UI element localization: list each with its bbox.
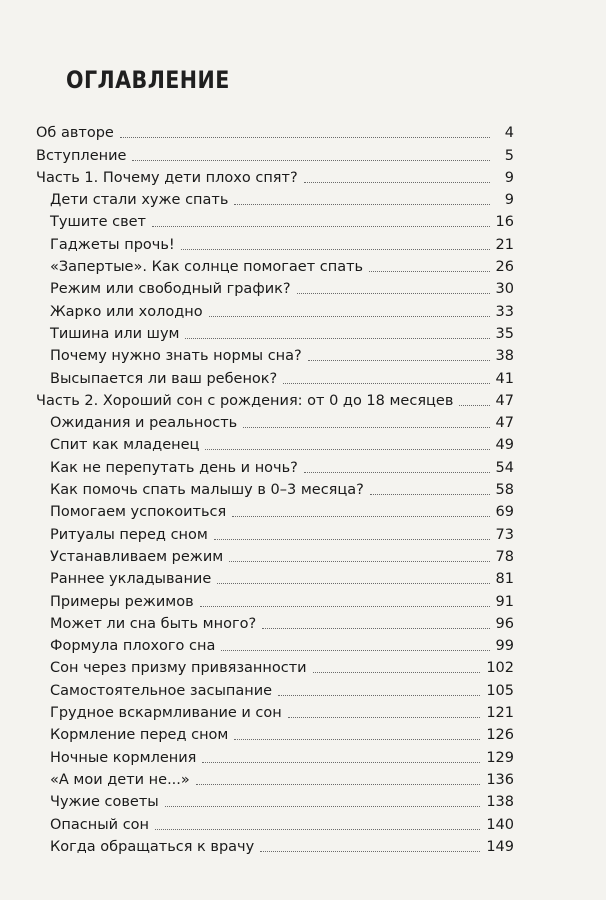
toc-subentry xyxy=(36,321,514,343)
toc-subentry xyxy=(36,611,514,633)
toc-entry-title: Формула плохого сна xyxy=(50,638,216,655)
toc-entry-title: Помогаем успокоиться xyxy=(50,504,227,521)
toc-subentry xyxy=(36,365,514,387)
page-title: ОГЛАВЛЕНИЕ xyxy=(66,66,230,94)
dot-leader xyxy=(200,605,490,607)
toc-entry-title: Может ли сна быть много? xyxy=(50,615,257,632)
toc-page-number: 81 xyxy=(495,571,514,588)
dot-leader xyxy=(229,560,489,562)
toc-subentry xyxy=(36,298,514,320)
table-of-contents xyxy=(36,120,514,856)
dot-leader xyxy=(155,828,480,830)
toc-subentry xyxy=(36,187,514,209)
toc-entry xyxy=(36,120,514,142)
dot-leader xyxy=(185,337,489,339)
toc-page-number: 35 xyxy=(495,325,514,342)
toc-subentry xyxy=(36,588,514,610)
dot-leader xyxy=(313,671,481,673)
toc-subentry xyxy=(36,477,514,499)
dot-leader xyxy=(234,738,480,740)
dot-leader xyxy=(243,426,489,428)
toc-page-number: 16 xyxy=(495,214,514,231)
toc-page-number: 102 xyxy=(486,660,514,677)
dot-leader xyxy=(288,716,481,718)
toc-subentry xyxy=(36,744,514,766)
toc-entry-title: Устанавливаем режим xyxy=(50,548,224,565)
toc-page-number: 30 xyxy=(495,281,514,298)
toc-page-number: 4 xyxy=(504,125,514,142)
dot-leader xyxy=(165,805,481,807)
toc-entry-title: Примеры режимов xyxy=(50,593,194,610)
dot-leader xyxy=(304,471,490,473)
toc-subentry xyxy=(36,231,514,253)
toc-subentry xyxy=(36,544,514,566)
toc-entry-title: Почему нужно знать нормы сна? xyxy=(50,348,302,365)
dot-leader xyxy=(181,248,490,250)
toc-page-number: 21 xyxy=(495,236,514,253)
toc-entry-title: Спит как младенец xyxy=(50,437,200,454)
dot-leader xyxy=(232,515,489,517)
dot-leader xyxy=(370,493,490,495)
dot-leader xyxy=(304,181,490,183)
dot-leader xyxy=(132,159,490,161)
toc-page-number: 121 xyxy=(486,705,514,722)
toc-page-number: 54 xyxy=(495,459,514,476)
toc-subentry xyxy=(36,834,514,856)
toc-entry-title: Тушите свет xyxy=(50,214,146,231)
toc-entry-title: Часть 2. Хороший сон с рождения: от 0 до 18 месяцев xyxy=(36,392,454,409)
toc-page-number: 136 xyxy=(486,771,514,788)
toc-entry-title: Опасный сон xyxy=(50,816,150,833)
toc-entry-title: Режим или свободный график? xyxy=(50,281,291,298)
toc-entry-title: Часть 1. Почему дети плохо спят? xyxy=(36,169,298,186)
toc-page-number: 33 xyxy=(495,303,514,320)
dot-leader xyxy=(152,225,490,227)
toc-entry-title: Ожидания и реальность xyxy=(50,415,238,432)
toc-subentry xyxy=(36,410,514,432)
toc-subentry xyxy=(36,677,514,699)
dot-leader xyxy=(369,270,489,272)
toc-subentry xyxy=(36,789,514,811)
toc-page-number: 47 xyxy=(495,415,514,432)
toc-subentry xyxy=(36,499,514,521)
toc-entry-title: Когда обращаться к врачу xyxy=(50,838,255,855)
toc-entry-title: Грудное вскармливание и сон xyxy=(50,705,282,722)
toc-entry-title: Ритуалы перед сном xyxy=(50,526,208,543)
dot-leader xyxy=(120,136,490,138)
toc-subentry xyxy=(36,722,514,744)
toc-subentry xyxy=(36,432,514,454)
dot-leader xyxy=(205,448,489,450)
toc-entry-title: Как не перепутать день и ночь? xyxy=(50,459,298,476)
dot-leader xyxy=(459,404,489,406)
toc-page-number: 69 xyxy=(495,504,514,521)
toc-page-number: 38 xyxy=(495,348,514,365)
dot-leader xyxy=(221,649,489,651)
toc-entry-title: Об авторе xyxy=(36,125,114,142)
toc-page-number: 26 xyxy=(495,259,514,276)
toc-page-number: 149 xyxy=(486,838,514,855)
toc-subentry xyxy=(36,811,514,833)
toc-entry-title: Дети стали хуже спать xyxy=(50,192,229,209)
toc-subentry xyxy=(36,633,514,655)
toc-entry-title: Ночные кормления xyxy=(50,749,197,766)
dot-leader xyxy=(308,359,490,361)
toc-entry-title: Кормление перед сном xyxy=(50,727,229,744)
toc-subentry xyxy=(36,254,514,276)
toc-page-number: 126 xyxy=(486,727,514,744)
dot-leader xyxy=(262,627,489,629)
toc-page-number: 9 xyxy=(504,169,514,186)
toc-subentry xyxy=(36,700,514,722)
toc-entry xyxy=(36,388,514,410)
dot-leader xyxy=(209,315,490,317)
toc-entry-title: Высыпается ли ваш ребенок? xyxy=(50,370,278,387)
toc-page-number: 41 xyxy=(495,370,514,387)
toc-page-number: 47 xyxy=(495,392,514,409)
toc-page-number: 96 xyxy=(495,615,514,632)
dot-leader xyxy=(278,694,480,696)
toc-entry xyxy=(36,142,514,164)
toc-subentry xyxy=(36,521,514,543)
toc-page-number: 78 xyxy=(495,548,514,565)
toc-subentry xyxy=(36,209,514,231)
toc-page-number: 49 xyxy=(495,437,514,454)
toc-page-number: 58 xyxy=(495,482,514,499)
toc-page-number: 140 xyxy=(486,816,514,833)
toc-page-number: 91 xyxy=(495,593,514,610)
toc-subentry xyxy=(36,276,514,298)
toc-entry-title: Жарко или холодно xyxy=(50,303,203,320)
dot-leader xyxy=(196,783,481,785)
toc-page-number: 129 xyxy=(486,749,514,766)
dot-leader xyxy=(234,203,490,205)
toc-page-number: 9 xyxy=(504,192,514,209)
toc-entry-title: Чужие советы xyxy=(50,794,159,811)
toc-subentry xyxy=(36,767,514,789)
toc-subentry xyxy=(36,454,514,476)
toc-page-number: 105 xyxy=(486,682,514,699)
toc-page-number: 99 xyxy=(495,638,514,655)
toc-entry-title: Раннее укладывание xyxy=(50,571,212,588)
toc-page-number: 138 xyxy=(486,794,514,811)
toc-subentry xyxy=(36,566,514,588)
dot-leader xyxy=(214,538,490,540)
toc-entry-title: Самостоятельное засыпание xyxy=(50,682,273,699)
toc-page-number: 5 xyxy=(504,147,514,164)
toc-subentry xyxy=(36,655,514,677)
toc-entry-title: Гаджеты прочь! xyxy=(50,236,175,253)
toc-entry-title: Сон через призму привязанности xyxy=(50,660,307,677)
dot-leader xyxy=(260,850,480,852)
dot-leader xyxy=(297,292,490,294)
toc-entry-title: «Запертые». Как солнце помогает спать xyxy=(50,259,364,276)
toc-entry-title: «А мои дети не...» xyxy=(50,771,190,788)
toc-page-number: 73 xyxy=(495,526,514,543)
dot-leader xyxy=(202,761,480,763)
toc-entry-title: Как помочь спать малышу в 0–3 месяца? xyxy=(50,482,364,499)
toc-subentry xyxy=(36,343,514,365)
dot-leader xyxy=(217,582,489,584)
toc-entry-title: Тишина или шум xyxy=(50,325,180,342)
toc-entry-title: Вступление xyxy=(36,147,127,164)
dot-leader xyxy=(283,382,489,384)
toc-entry xyxy=(36,165,514,187)
